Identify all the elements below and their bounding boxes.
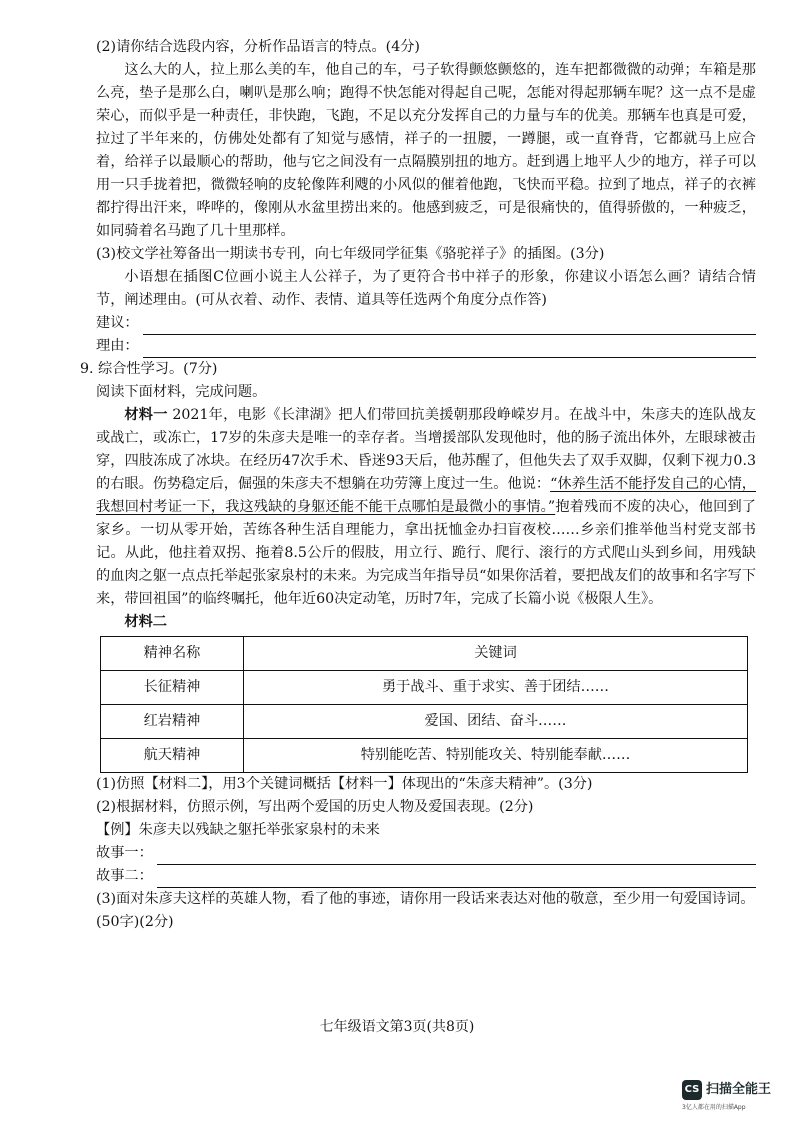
watermark-tagline: 3亿人都在用的扫描App — [682, 1104, 746, 1111]
suggest-label: 建议： — [96, 315, 139, 331]
suggest-answer-line[interactable] — [143, 317, 756, 335]
q9-heading: 9. 综合性学习。(7分) — [80, 361, 218, 377]
camscanner-logo-icon: CS — [682, 1080, 702, 1100]
reason-answer-line[interactable] — [143, 340, 756, 358]
table-cell-spirit: 红岩精神 — [101, 705, 244, 739]
story-two-answer-line[interactable] — [157, 870, 756, 888]
table-cell-spirit: 航天精神 — [101, 739, 244, 773]
table-cell-keywords: 特别能吃苦、特别能攻关、特别能奉献…… — [244, 739, 748, 773]
material-one — [96, 404, 756, 611]
reason-answer-row — [96, 335, 756, 358]
spirit-table — [100, 636, 748, 773]
suggest-answer-row — [96, 312, 756, 335]
table-row — [101, 739, 748, 773]
scanner-watermark — [670, 1078, 780, 1118]
q8-2-prompt: (2)请你结合选段内容，分析作品语言的特点。(4分) — [96, 39, 420, 55]
table-row — [101, 671, 748, 705]
table-row — [101, 705, 748, 739]
material-two-label: 材料二 — [124, 614, 167, 630]
q9-sub1: (1)仿照【材料二】，用3个关键词概括【材料一】体现出的“朱彦夫精神”。(3分) — [96, 776, 593, 792]
q9-instruction: 阅读下面材料，完成问题。 — [96, 384, 267, 400]
material-one-text-a: 2021年，电影《长津湖》把人们带回抗美援朝那段峥嵘岁月。在战斗中，朱彦夫的连队战友或战亡，或冻亡，17岁的朱彦夫是唯一的幸存者。当增援部队发现他时，他的肠子流出体外，左眼球被击穿，四肢冻成了冰块。在经历47次手术、昏迷93天后，他苏醒了，但他失去了双手双脚，仅剩下视力0.3的右眼。伤势稳定后，倔强的朱彦夫不想躺在功劳簿上度过一生。他说： — [96, 407, 756, 492]
page-content — [80, 36, 756, 934]
table-cell-spirit: 长征精神 — [101, 671, 244, 705]
table-header-spirit: 精神名称 — [101, 637, 244, 671]
reason-label: 理由： — [96, 338, 139, 354]
story-two-row — [96, 865, 756, 888]
table-cell-keywords: 勇于战斗、重于求实、善于团结…… — [244, 671, 748, 705]
watermark-name: 扫描全能王 — [706, 1082, 772, 1097]
q8-2-passage: 这么大的人，拉上那么美的车，他自己的车，弓子软得颤悠颤悠的，连车把都微微的动弹；车箱是那么亮，垫子是那么白，喇叭是那么响；跑得不快怎能对得起自己呢，怎能对得起那辆车呢？这一点不是虚荣心，而似乎是一种责任，非快跑，飞跑，不足以充分发挥自己的力量与车的优美。那辆车也真是可爱，拉过了半年来的，仿佛处处都有了知觉与感情，祥子的一扭腰，一蹲腿，或一直脊背，它都就马上应合着，给祥子以最顺心的帮助，他与它之间没有一点隔膜别扭的地方。赶到遇上地平人少的地方，祥子可以用一只手拢着把，微微轻响的皮轮像阵利飕的小风似的催着他跑，飞快而平稳。拉到了地点，祥子的衣裤都拧得出汗来，哗哗的，像刚从水盆里捞出来的。他感到疲乏，可是很痛快的，值得骄傲的，一种疲乏，如同骑着名马跑了几十里那样。 — [96, 62, 756, 239]
table-cell-keywords: 爱国、团结、奋斗…… — [244, 705, 748, 739]
q9-example: 【例】朱彦夫以残缺之躯托举张家泉村的未来 — [96, 822, 380, 838]
q8-3-body: 小语想在插图C位画小说主人公祥子，为了更符合书中祥子的形象，你建议小语怎么画？请结合情节，阐述理由。(可从衣着、动作、表情、道具等任选两个角度分点作答) — [96, 269, 756, 308]
story-two-label: 故事二： — [96, 868, 153, 884]
material-one-text-b: 抱着残而不废的决心，他回到了家乡。一切从零开始，苦练各种生活自理能力，拿出抚恤金办扫盲夜校……乡亲们推举他当村党支部书记。从此，他拄着双拐、拖着8.5公斤的假肢，用立行、跪行、爬行、滚行的方式爬山头到乡间，用残缺的血肉之躯一点点托举起张家泉村的未来。为完成当年指导员“如果你活着，要把战友们的故事和名字写下来，带回祖国”的临终嘱托，他年近60决定动笔，历时7年，完成了长篇小说《极限人生》。 — [96, 499, 756, 607]
material-one-quote: “休养生活不能抒发自己的心情，我想回村考证一下，我这残缺的身躯还能不能干点哪怕是最微小的事情。” — [96, 476, 756, 515]
page-footer: 七年级语文第3页(共8页) — [319, 1019, 475, 1035]
table-header-keywords: 关键词 — [244, 637, 748, 671]
q9-sub2: (2)根据材料，仿照示例，写出两个爱国的历史人物及爱国表现。(2分) — [96, 799, 534, 815]
story-one-label: 故事一： — [96, 845, 153, 861]
table-header-row — [101, 637, 748, 671]
story-one-row — [96, 842, 756, 865]
story-one-answer-line[interactable] — [157, 847, 756, 865]
material-one-label: 材料一 — [124, 407, 168, 423]
q9-sub3: (3)面对朱彦夫这样的英雄人物，看了他的事迹，请你用一段话来表达对他的敬意，至少用一句爱国诗词。(50字)(2分) — [96, 891, 755, 930]
q8-3-prompt: (3)校文学社筹备出一期读书专刊，向七年级同学征集《骆驼祥子》的插图。(3分) — [96, 246, 605, 262]
